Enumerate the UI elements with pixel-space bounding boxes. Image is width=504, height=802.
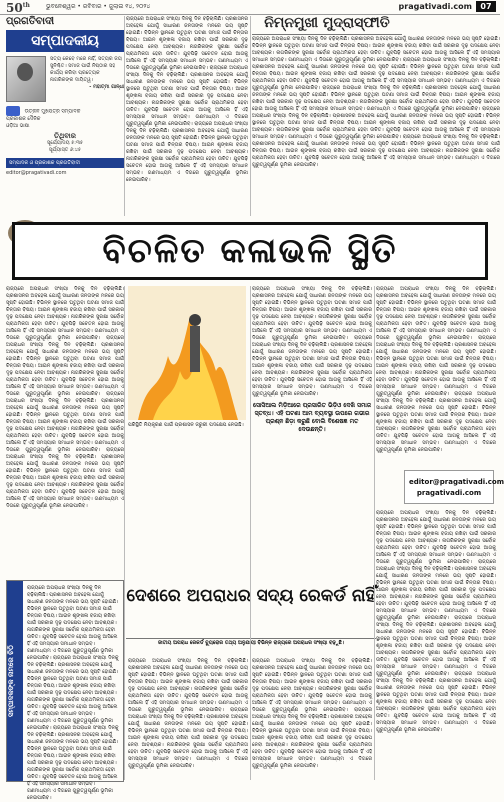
letters-box (6, 580, 124, 801)
letters-text: ରାଜ୍ୟରେ ଅପରାଧର ସଂଖ୍ୟା ଦିନକୁ ଦିନ ବଢ଼ିଚାଲିଛି। ପ୍ରଶାସନର ଅବହେଳା ଯୋଗୁଁ ସାଧାରଣ ଜନତାଙ୍କ ମନରେ ଭୟ ସୃଷ୍ଟି ହୋଇଛି। ବିଭିନ୍ନ ସ୍ଥାନରେ ଘଟୁଥିବା ଘଟଣା ସମାଜ ପାଇଁ ଚିନ୍ତାର ବିଷୟ। ଆଇନ ଶୃଙ୍ଖଳା ବଜାୟ ରଖିବା ପାଇଁ ସରକାର ଦୃଢ଼ ପଦକ୍ଷେପ ନେବା ଆବଶ୍ୟକ। ନାଗରିକଙ୍କ ସୁରକ୍ଷା ସର୍ବୋଚ୍ଚ ପ୍ରାଥମିକତା ହେବା ଉଚିତ। ଯୁବପିଢ଼ି ସଚେତନ ହୋଇ ଆଗକୁ ଆସିଲେ ହିଁ ଏହି ସମସ୍ୟାର ସମାଧାନ ସମ୍ଭବ। ଗଣମାଧ୍ୟମ ଏ ଦିଗରେ ଗୁରୁତ୍ୱପୂର୍ଣ୍ଣ ଭୂମିକା ନେଇପାରିବ। ରାଜ୍ୟରେ ଅପରାଧର ସଂଖ୍ୟା ଦିନକୁ ଦିନ ବଢ଼ିଚାଲିଛି। ପ୍ରଶାସନର ଅବହେଳା ଯୋଗୁଁ ସାଧାରଣ ଜନତାଙ୍କ ମନରେ ଭୟ ସୃଷ୍ଟି ହୋଇଛି। ବିଭିନ୍ନ ସ୍ଥାନରେ ଘଟୁଥିବା ଘଟଣା ସମାଜ ପାଇଁ ଚିନ୍ତାର ବିଷୟ। ଆଇନ ଶୃଙ୍ଖଳା ବଜାୟ ରଖିବା ପାଇଁ ସରକାର ଦୃଢ଼ ପଦକ୍ଷେପ ନେବା ଆବଶ୍ୟକ। ନାଗରିକଙ୍କ ସୁରକ୍ଷା ସର୍ବୋଚ୍ଚ ପ୍ରାଥମିକତା ହେବା ଉଚିତ। ଯୁବପିଢ଼ି ସଚେତନ ହୋଇ ଆଗକୁ ଆସିଲେ ହିଁ ଏହି ସମସ୍ୟାର ସମାଧାନ ସମ୍ଭବ। ଗଣମାଧ୍ୟମ ଏ ଦିଗରେ ଗୁରୁତ୍ୱପୂର୍ଣ୍ଣ ଭୂମିକା ନେଇପାରିବ। ରାଜ୍ୟରେ ଅପରାଧର ସଂଖ୍ୟା ଦିନକୁ ଦିନ ବଢ଼ିଚାଲିଛି। ପ୍ରଶାସନର ଅବହେଳା ଯୋଗୁଁ ସାଧାରଣ ଜନତାଙ୍କ ମନରେ ଭୟ ସୃଷ୍ଟି ହୋଇଛି। ବିଭିନ୍ନ ସ୍ଥାନରେ ଘଟୁଥିବା ଘଟଣା ସମାଜ ପାଇଁ ଚିନ୍ତାର ବିଷୟ। ଆଇନ ଶୃଙ୍ଖଳା ବଜାୟ ରଖିବା ପାଇଁ ସରକାର ଦୃଢ଼ ପଦକ୍ଷେପ ନେବା ଆବଶ୍ୟକ। ନାଗରିକଙ୍କ ସୁରକ୍ଷା ସର୍ବୋଚ୍ଚ ପ୍ରାଥମିକତା ହେବା ଉଚିତ। ଯୁବପିଢ଼ି ସଚେତନ ହୋଇ ଆଗକୁ ଆସିଲେ ହିଁ ଏହି ସମସ୍ୟାର ସମାଧାନ ସମ୍ଭବ। ଗଣମାଧ୍ୟମ ଏ ଦିଗରେ ଗୁରୁତ୍ୱପୂର୍ଣ୍ଣ ଭୂମିକା ନେଇପାରିବ। (27, 585, 119, 801)
photo-caption: ପରିସ୍ଥିତି ନିୟନ୍ତ୍ରଣ ପାଇଁ ପ୍ରଶାସନ ଜରୁରୀ ପଦକ୍ଷେପ ନେଇଛି। (128, 422, 244, 428)
column-rule (250, 16, 251, 216)
masthead-email[interactable]: editor@pragativadi.com (6, 170, 67, 176)
column-a: ରାଜ୍ୟରେ ଅପରାଧର ସଂଖ୍ୟା ଦିନକୁ ଦିନ ବଢ଼ିଚାଲିଛି। ପ୍ରଶାସନର ଅବହେଳା ଯୋଗୁଁ ସାଧାରଣ ଜନତାଙ୍କ ମନରେ ଭୟ ସୃଷ୍ଟି ହୋଇଛି। ବିଭିନ୍ନ ସ୍ଥାନରେ ଘଟୁଥିବା ଘଟଣା ସମାଜ ପାଇଁ ଚିନ୍ତାର ବିଷୟ। ଆଇନ ଶୃଙ୍ଖଳା ବଜାୟ ରଖିବା ପାଇଁ ସରକାର ଦୃଢ଼ ପଦକ୍ଷେପ ନେବା ଆବଶ୍ୟକ। ନାଗରିକଙ୍କ ସୁରକ୍ଷା ସର୍ବୋଚ୍ଚ ପ୍ରାଥମିକତା ହେବା ଉଚିତ। ଯୁବପିଢ଼ି ସଚେତନ ହୋଇ ଆଗକୁ ଆସିଲେ ହିଁ ଏହି ସମସ୍ୟାର ସମାଧାନ ସମ୍ଭବ। ଗଣମାଧ୍ୟମ ଏ ଦିଗରେ ଗୁରୁତ୍ୱପୂର୍ଣ୍ଣ ଭୂମିକା ନେଇପାରିବ। ରାଜ୍ୟରେ ଅପରାଧର ସଂଖ୍ୟା ଦିନକୁ ଦିନ ବଢ଼ିଚାଲିଛି। ପ୍ରଶାସନର ଅବହେଳା ଯୋଗୁଁ ସାଧାରଣ ଜନତାଙ୍କ ମନରେ ଭୟ ସୃଷ୍ଟି ହୋଇଛି। ବିଭିନ୍ନ ସ୍ଥାନରେ ଘଟୁଥିବା ଘଟଣା ସମାଜ ପାଇଁ ଚିନ୍ତାର ବିଷୟ। ଆଇନ ଶୃଙ୍ଖଳା ବଜାୟ ରଖିବା ପାଇଁ ସରକାର ଦୃଢ଼ ପଦକ୍ଷେପ ନେବା ଆବଶ୍ୟକ। ନାଗରିକଙ୍କ ସୁରକ୍ଷା ସର୍ବୋଚ୍ଚ ପ୍ରାଥମିକତା ହେବା ଉଚିତ। ଯୁବପିଢ଼ି ସଚେତନ ହୋଇ ଆଗକୁ ଆସିଲେ ହିଁ ଏହି ସମସ୍ୟାର ସମାଧାନ ସମ୍ଭବ। ଗଣମାଧ୍ୟମ ଏ ଦିଗରେ ଗୁରୁତ୍ୱପୂର୍ଣ୍ଣ ଭୂମିକା ନେଇପାରିବ। ରାଜ୍ୟରେ ଅପରାଧର ସଂଖ୍ୟା ଦିନକୁ ଦିନ ବଢ଼ିଚାଲିଛି। ପ୍ରଶାସନର ଅବହେଳା ଯୋଗୁଁ ସାଧାରଣ ଜନତାଙ୍କ ମନରେ ଭୟ ସୃଷ୍ଟି ହୋଇଛି। ବିଭିନ୍ନ ସ୍ଥାନରେ ଘଟୁଥିବା ଘଟଣା ସମାଜ ପାଇଁ ଚିନ୍ତାର ବିଷୟ। ଆଇନ ଶୃଙ୍ଖଳା ବଜାୟ ରଖିବା ପାଇଁ ସରକାର ଦୃଢ଼ ପଦକ୍ଷେପ ନେବା ଆବଶ୍ୟକ। ନାଗରିକଙ୍କ ସୁରକ୍ଷା ସର୍ବୋଚ୍ଚ ପ୍ରାଥମିକତା ହେବା ଉଚିତ। ଯୁବପିଢ଼ି ସଚେତନ ହୋଇ ଆଗକୁ ଆସିଲେ ହିଁ ଏହି ସମସ୍ୟାର ସମାଧାନ ସମ୍ଭବ। ଗଣମାଧ୍ୟମ ଏ ଦିଗରେ ଗୁରୁତ୍ୱପୂର୍ଣ୍ଣ ଭୂମିକା ନେଇପାରିବ। (126, 16, 248, 183)
editorial-banner: ସମ୍ପାଦକୀୟ (6, 30, 124, 52)
column-b: ରାଜ୍ୟରେ ଅପରାଧର ସଂଖ୍ୟା ଦିନକୁ ଦିନ ବଢ଼ିଚାଲିଛି। ପ୍ରଶାସନର ଅବହେଳା ଯୋଗୁଁ ସାଧାରଣ ଜନତାଙ୍କ ମନରେ ଭୟ ସୃଷ୍ଟି ହୋଇଛି। ବିଭିନ୍ନ ସ୍ଥାନରେ ଘଟୁଥିବା ଘଟଣା ସମାଜ ପାଇଁ ଚିନ୍ତାର ବିଷୟ। ଆଇନ ଶୃଙ୍ଖଳା ବଜାୟ ରଖିବା ପାଇଁ ସରକାର ଦୃଢ଼ ପଦକ୍ଷେପ ନେବା ଆବଶ୍ୟକ। ନାଗରିକଙ୍କ ସୁରକ୍ଷା ସର୍ବୋଚ୍ଚ ପ୍ରାଥମିକତା ହେବା ଉଚିତ। ଯୁବପିଢ଼ି ସଚେତନ ହୋଇ ଆଗକୁ ଆସିଲେ ହିଁ ଏହି ସମସ୍ୟାର ସମାଧାନ ସମ୍ଭବ। ଗଣମାଧ୍ୟମ ଏ ଦିଗରେ ଗୁରୁତ୍ୱପୂର୍ଣ୍ଣ ଭୂମିକା ନେଇପାରିବ। ରାଜ୍ୟରେ ଅପରାଧର ସଂଖ୍ୟା ଦିନକୁ ଦିନ ବଢ଼ିଚାଲିଛି। ପ୍ରଶାସନର ଅବହେଳା ଯୋଗୁଁ ସାଧାରଣ ଜନତାଙ୍କ ମନରେ ଭୟ ସୃଷ୍ଟି ହୋଇଛି। ବିଭିନ୍ନ ସ୍ଥାନରେ ଘଟୁଥିବା ଘଟଣା ସମାଜ ପାଇଁ ଚିନ୍ତାର ବିଷୟ। ଆଇନ ଶୃଙ୍ଖଳା ବଜାୟ ରଖିବା ପାଇଁ ସରକାର ଦୃଢ଼ ପଦକ୍ଷେପ ନେବା ଆବଶ୍ୟକ। ନାଗରିକଙ୍କ ସୁରକ୍ଷା ସର୍ବୋଚ୍ଚ ପ୍ରାଥମିକତା ହେବା ଉଚିତ। ଯୁବପିଢ଼ି ସଚେତନ ହୋଇ ଆଗକୁ ଆସିଲେ ହିଁ ଏହି ସମସ୍ୟାର ସମାଧାନ ସମ୍ଭବ। ଗଣମାଧ୍ୟମ ଏ ଦିଗରେ ଗୁରୁତ୍ୱପୂର୍ଣ୍ଣ ଭୂମିକା ନେଇପାରିବ। ରାଜ୍ୟରେ ଅପରାଧର ସଂଖ୍ୟା ଦିନକୁ ଦିନ ବଢ଼ିଚାଲିଛି। ପ୍ରଶାସନର ଅବହେଳା ଯୋଗୁଁ ସାଧାରଣ ଜନତାଙ୍କ ମନରେ ଭୟ ସୃଷ୍ଟି ହୋଇଛି। ବିଭିନ୍ନ ସ୍ଥାନରେ ଘଟୁଥିବା ଘଟଣା ସମାଜ ପାଇଁ ଚିନ୍ତାର ବିଷୟ। ଆଇନ ଶୃଙ୍ଖଳା ବଜାୟ ରଖିବା ପାଇଁ ସରକାର ଦୃଢ଼ ପଦକ୍ଷେପ ନେବା ଆବଶ୍ୟକ। ନାଗରିକଙ୍କ ସୁରକ୍ଷା ସର୍ବୋଚ୍ଚ ପ୍ରାଥମିକତା ହେବା ଉଚିତ। ଯୁବପିଢ଼ି ସଚେତନ ହୋଇ ଆଗକୁ ଆସିଲେ ହିଁ ଏହି ସମସ୍ୟାର ସମାଧାନ ସମ୍ଭବ। ଗଣମାଧ୍ୟମ ଏ ଦିଗରେ ଗୁରୁତ୍ୱପୂର୍ଣ୍ଣ ଭୂମିକା ନେଇପାରିବ। ରାଜ୍ୟରେ ଅପରାଧର ସଂଖ୍ୟା ଦିନକୁ ଦିନ ବଢ଼ିଚାଲିଛି। ପ୍ରଶାସନର ଅବହେଳା ଯୋଗୁଁ ସାଧାରଣ ଜନତାଙ୍କ ମନରେ ଭୟ ସୃଷ୍ଟି ହୋଇଛି। ବିଭିନ୍ନ ସ୍ଥାନରେ ଘଟୁଥିବା ଘଟଣା ସମାଜ ପାଇଁ ଚିନ୍ତାର ବିଷୟ। ଆଇନ ଶୃଙ୍ଖଳା ବଜାୟ ରଖିବା ପାଇଁ ସରକାର ଦୃଢ଼ ପଦକ୍ଷେପ ନେବା ଆବଶ୍ୟକ। ନାଗରିକଙ୍କ ସୁରକ୍ଷା ସର୍ବୋଚ୍ଚ ପ୍ରାଥମିକତା ହେବା ଉଚିତ। ଯୁବପିଢ଼ି ସଚେତନ ହୋଇ ଆଗକୁ ଆସିଲେ ହିଁ ଏହି ସମସ୍ୟାର ସମାଧାନ ସମ୍ଭବ। ଗଣମାଧ୍ୟମ ଏ ଦିଗରେ ଗୁରୁତ୍ୱପୂର୍ଣ୍ଣ ଭୂମିକା ନେଇପାରିବ। ରାଜ୍ୟରେ ଅପରାଧର ସଂଖ୍ୟା ଦିନକୁ ଦିନ ବଢ଼ିଚାଲିଛି। ପ୍ରଶାସନର ଅବହେଳା ଯୋଗୁଁ ସାଧାରଣ ଜନତାଙ୍କ ମନରେ ଭୟ ସୃଷ୍ଟି ହୋଇଛି। ବିଭିନ୍ନ ସ୍ଥାନରେ ଘଟୁଥିବା ଘଟଣା ସମାଜ ପାଇଁ ଚିନ୍ତାର ବିଷୟ। ଆଇନ ଶୃଙ୍ଖଳା ବଜାୟ ରଖିବା ପାଇଁ ସରକାର ଦୃଢ଼ ପଦକ୍ଷେପ ନେବା ଆବଶ୍ୟକ। ନାଗରିକଙ୍କ ସୁରକ୍ଷା ସର୍ବୋଚ୍ଚ ପ୍ରାଥମିକତା ହେବା ଉଚିତ। ଯୁବପିଢ଼ି ସଚେତନ ହୋଇ ଆଗକୁ ଆସିଲେ ହିଁ ଏହି ସମସ୍ୟାର ସମାଧାନ ସମ୍ଭବ। ଗଣମାଧ୍ୟମ ଏ ଦିଗରେ ଗୁରୁତ୍ୱପୂର୍ଣ୍ଣ ଭୂମିକା ନେଇପାରିବ। (252, 36, 500, 168)
masthead (6, 16, 124, 244)
column-f: ରାଜ୍ୟରେ ଅପରାଧର ସଂଖ୍ୟା ଦିନକୁ ଦିନ ବଢ଼ିଚାଲିଛି। ପ୍ରଶାସନର ଅବହେଳା ଯୋଗୁଁ ସାଧାରଣ ଜନତାଙ୍କ ମନରେ ଭୟ ସୃଷ୍ଟି ହୋଇଛି। ବିଭିନ୍ନ ସ୍ଥାନରେ ଘଟୁଥିବା ଘଟଣା ସମାଜ ପାଇଁ ଚିନ୍ତାର ବିଷୟ। ଆଇନ ଶୃଙ୍ଖଳା ବଜାୟ ରଖିବା ପାଇଁ ସରକାର ଦୃଢ଼ ପଦକ୍ଷେପ ନେବା ଆବଶ୍ୟକ। ନାଗରିକଙ୍କ ସୁରକ୍ଷା ସର୍ବୋଚ୍ଚ ପ୍ରାଥମିକତା ହେବା ଉଚିତ। ଯୁବପିଢ଼ି ସଚେତନ ହୋଇ ଆଗକୁ ଆସିଲେ ହିଁ ଏହି ସମସ୍ୟାର ସମାଧାନ ସମ୍ଭବ। ଗଣମାଧ୍ୟମ ଏ ଦିଗରେ ଗୁରୁତ୍ୱପୂର୍ଣ୍ଣ ଭୂମିକା ନେଇପାରିବ। ରାଜ୍ୟରେ ଅପରାଧର ସଂଖ୍ୟା ଦିନକୁ ଦିନ ବଢ଼ିଚାଲିଛି। ପ୍ରଶାସନର ଅବହେଳା ଯୋଗୁଁ ସାଧାରଣ ଜନତାଙ୍କ ମନରେ ଭୟ ସୃଷ୍ଟି ହୋଇଛି। ବିଭିନ୍ନ ସ୍ଥାନରେ ଘଟୁଥିବା ଘଟଣା ସମାଜ ପାଇଁ ଚିନ୍ତାର ବିଷୟ। ଆଇନ ଶୃଙ୍ଖଳା ବଜାୟ ରଖିବା ପାଇଁ ସରକାର ଦୃଢ଼ ପଦକ୍ଷେପ ନେବା ଆବଶ୍ୟକ। ନାଗରିକଙ୍କ ସୁରକ୍ଷା ସର୍ବୋଚ୍ଚ ପ୍ରାଥମିକତା ହେବା ଉଚିତ। ଯୁବପିଢ଼ି ସଚେତନ ହୋଇ ଆଗକୁ ଆସିଲେ ହିଁ ଏହି ସମସ୍ୟାର ସମାଧାନ ସମ୍ଭବ। ଗଣମାଧ୍ୟମ ଏ ଦିଗରେ ଗୁରୁତ୍ୱପୂର୍ଣ୍ଣ ଭୂମିକା ନେଇପାରିବ। ରାଜ୍ୟରେ ଅପରାଧର ସଂଖ୍ୟା ଦିନକୁ ଦିନ ବଢ଼ିଚାଲିଛି। ପ୍ରଶାସନର ଅବହେଳା ଯୋଗୁଁ ସାଧାରଣ ଜନତାଙ୍କ ମନରେ ଭୟ ସୃଷ୍ଟି ହୋଇଛି। ବିଭିନ୍ନ ସ୍ଥାନରେ ଘଟୁଥିବା ଘଟଣା ସମାଜ ପାଇଁ ଚିନ୍ତାର ବିଷୟ। ଆଇନ ଶୃଙ୍ଖଳା ବଜାୟ ରଖିବା ପାଇଁ ସରକାର ଦୃଢ଼ ପଦକ୍ଷେପ ନେବା ଆବଶ୍ୟକ। ନାଗରିକଙ୍କ ସୁରକ୍ଷା ସର୍ବୋଚ୍ଚ ପ୍ରାଥମିକତା ହେବା ଉଚିତ। ଯୁବପିଢ଼ି ସଚେତନ ହୋଇ ଆଗକୁ ଆସିଲେ ହିଁ ଏହି ସମସ୍ୟାର ସମାଧାନ ସମ୍ଭବ। ଗଣମାଧ୍ୟମ ଏ ଦିଗରେ ଗୁରୁତ୍ୱପୂର୍ଣ୍ଣ ଭୂମିକା ନେଇପାରିବ। (376, 286, 496, 453)
column-c: ରାଜ୍ୟରେ ଅପରାଧର ସଂଖ୍ୟା ଦିନକୁ ଦିନ ବଢ଼ିଚାଲିଛି। ପ୍ରଶାସନର ଅବହେଳା ଯୋଗୁଁ ସାଧାରଣ ଜନତାଙ୍କ ମନରେ ଭୟ ସୃଷ୍ଟି ହୋଇଛି। ବିଭିନ୍ନ ସ୍ଥାନରେ ଘଟୁଥିବା ଘଟଣା ସମାଜ ପାଇଁ ଚିନ୍ତାର ବିଷୟ। ଆଇନ ଶୃଙ୍ଖଳା ବଜାୟ ରଖିବା ପାଇଁ ସରକାର ଦୃଢ଼ ପଦକ୍ଷେପ ନେବା ଆବଶ୍ୟକ। ନାଗରିକଙ୍କ ସୁରକ୍ଷା ସର୍ବୋଚ୍ଚ ପ୍ରାଥମିକତା ହେବା ଉଚିତ। ଯୁବପିଢ଼ି ସଚେତନ ହୋଇ ଆଗକୁ ଆସିଲେ ହିଁ ଏହି ସମସ୍ୟାର ସମାଧାନ ସମ୍ଭବ। ଗଣମାଧ୍ୟମ ଏ ଦିଗରେ ଗୁରୁତ୍ୱପୂର୍ଣ୍ଣ ଭୂମିକା ନେଇପାରିବ। ରାଜ୍ୟରେ ଅପରାଧର ସଂଖ୍ୟା ଦିନକୁ ଦିନ ବଢ଼ିଚାଲିଛି। ପ୍ରଶାସନର ଅବହେଳା ଯୋଗୁଁ ସାଧାରଣ ଜନତାଙ୍କ ମନରେ ଭୟ ସୃଷ୍ଟି ହୋଇଛି। ବିଭିନ୍ନ ସ୍ଥାନରେ ଘଟୁଥିବା ଘଟଣା ସମାଜ ପାଇଁ ଚିନ୍ତାର ବିଷୟ। ଆଇନ ଶୃଙ୍ଖଳା ବଜାୟ ରଖିବା ପାଇଁ ସରକାର ଦୃଢ଼ ପଦକ୍ଷେପ ନେବା ଆବଶ୍ୟକ। ନାଗରିକଙ୍କ ସୁରକ୍ଷା ସର୍ବୋଚ୍ଚ ପ୍ରାଥମିକତା ହେବା ଉଚିତ। ଯୁବପିଢ଼ି ସଚେତନ ହୋଇ ଆଗକୁ ଆସିଲେ ହିଁ ଏହି ସମସ୍ୟାର ସମାଧାନ ସମ୍ଭବ। ଗଣମାଧ୍ୟମ ଏ ଦିଗରେ ଗୁରୁତ୍ୱପୂର୍ଣ୍ଣ ଭୂମିକା ନେଇପାରିବ। ରାଜ୍ୟରେ ଅପରାଧର ସଂଖ୍ୟା ଦିନକୁ ଦିନ ବଢ଼ିଚାଲିଛି। ପ୍ରଶାସନର ଅବହେଳା ଯୋଗୁଁ ସାଧାରଣ ଜନତାଙ୍କ ମନରେ ଭୟ ସୃଷ୍ଟି ହୋଇଛି। ବିଭିନ୍ନ ସ୍ଥାନରେ ଘଟୁଥିବା ଘଟଣା ସମାଜ ପାଇଁ ଚିନ୍ତାର ବିଷୟ। ଆଇନ ଶୃଙ୍ଖଳା ବଜାୟ ରଖିବା ପାଇଁ ସରକାର ଦୃଢ଼ ପଦକ୍ଷେପ ନେବା ଆବଶ୍ୟକ। ନାଗରିକଙ୍କ ସୁରକ୍ଷା ସର୍ବୋଚ୍ଚ ପ୍ରାଥମିକତା ହେବା ଉଚିତ। ଯୁବପିଢ଼ି ସଚେତନ ହୋଇ ଆଗକୁ ଆସିଲେ ହିଁ ଏହି ସମସ୍ୟାର ସମାଧାନ ସମ୍ଭବ। ଗଣମାଧ୍ୟମ ଏ ଦିଗରେ ଗୁରୁତ୍ୱପୂର୍ଣ୍ଣ ଭୂମିକା ନେଇପାରିବ। ରାଜ୍ୟରେ ଅପରାଧର ସଂଖ୍ୟା ଦିନକୁ ଦିନ ବଢ଼ିଚାଲିଛି। ପ୍ରଶାସନର ଅବହେଳା ଯୋଗୁଁ ସାଧାରଣ ଜନତାଙ୍କ ମନରେ ଭୟ ସୃଷ୍ଟି ହୋଇଛି। ବିଭିନ୍ନ ସ୍ଥାନରେ ଘଟୁଥିବା ଘଟଣା ସମାଜ ପାଇଁ ଚିନ୍ତାର ବିଷୟ। ଆଇନ ଶୃଙ୍ଖଳା ବଜାୟ ରଖିବା ପାଇଁ ସରକାର ଦୃଢ଼ ପଦକ୍ଷେପ ନେବା ଆବଶ୍ୟକ। ନାଗରିକଙ୍କ ସୁରକ୍ଷା ସର୍ବୋଚ୍ଚ ପ୍ରାଥମିକତା ହେବା ଉଚିତ। ଯୁବପିଢ଼ି ସଚେତନ ହୋଇ ଆଗକୁ ଆସିଲେ ହିଁ ଏହି ସମସ୍ୟାର ସମାଧାନ ସମ୍ଭବ। ଗଣମାଧ୍ୟମ ଏ ଦିଗରେ ଗୁରୁତ୍ୱପୂର୍ଣ୍ଣ ଭୂମିକା ନେଇପାରିବ। (6, 286, 124, 509)
column-g: ରାଜ୍ୟରେ ଅପରାଧର ସଂଖ୍ୟା ଦିନକୁ ଦିନ ବଢ଼ିଚାଲିଛି। ପ୍ରଶାସନର ଅବହେଳା ଯୋଗୁଁ ସାଧାରଣ ଜନତାଙ୍କ ମନରେ ଭୟ ସୃଷ୍ଟି ହୋଇଛି। ବିଭିନ୍ନ ସ୍ଥାନରେ ଘଟୁଥିବା ଘଟଣା ସମାଜ ପାଇଁ ଚିନ୍ତାର ବିଷୟ। ଆଇନ ଶୃଙ୍ଖଳା ବଜାୟ ରଖିବା ପାଇଁ ସରକାର ଦୃଢ଼ ପଦକ୍ଷେପ ନେବା ଆବଶ୍ୟକ। ନାଗରିକଙ୍କ ସୁରକ୍ଷା ସର୍ବୋଚ୍ଚ ପ୍ରାଥମିକତା ହେବା ଉଚିତ। ଯୁବପିଢ଼ି ସଚେତନ ହୋଇ ଆଗକୁ ଆସିଲେ ହିଁ ଏହି ସମସ୍ୟାର ସମାଧାନ ସମ୍ଭବ। ଗଣମାଧ୍ୟମ ଏ ଦିଗରେ ଗୁରୁତ୍ୱପୂର୍ଣ୍ଣ ଭୂମିକା ନେଇପାରିବ। ରାଜ୍ୟରେ ଅପରାଧର ସଂଖ୍ୟା ଦିନକୁ ଦିନ ବଢ଼ିଚାଲିଛି। ପ୍ରଶାସନର ଅବହେଳା ଯୋଗୁଁ ସାଧାରଣ ଜନତାଙ୍କ ମନରେ ଭୟ ସୃଷ୍ଟି ହୋଇଛି। ବିଭିନ୍ନ ସ୍ଥାନରେ ଘଟୁଥିବା ଘଟଣା ସମାଜ ପାଇଁ ଚିନ୍ତାର ବିଷୟ। ଆଇନ ଶୃଙ୍ଖଳା ବଜାୟ ରଖିବା ପାଇଁ ସରକାର ଦୃଢ଼ ପଦକ୍ଷେପ ନେବା ଆବଶ୍ୟକ। ନାଗରିକଙ୍କ ସୁରକ୍ଷା ସର୍ବୋଚ୍ଚ ପ୍ରାଥମିକତା ହେବା ଉଚିତ। ଯୁବପିଢ଼ି ସଚେତନ ହୋଇ ଆଗକୁ ଆସିଲେ ହିଁ ଏହି ସମସ୍ୟାର ସମାଧାନ ସମ୍ଭବ। ଗଣମାଧ୍ୟମ ଏ ଦିଗରେ ଗୁରୁତ୍ୱପୂର୍ଣ୍ଣ ଭୂମିକା ନେଇପାରିବ। ରାଜ୍ୟରେ ଅପରାଧର ସଂଖ୍ୟା ଦିନକୁ ଦିନ ବଢ଼ିଚାଲିଛି। ପ୍ରଶାସନର ଅବହେଳା ଯୋଗୁଁ ସାଧାରଣ ଜନତାଙ୍କ ମନରେ ଭୟ ସୃଷ୍ଟି ହୋଇଛି। ବିଭିନ୍ନ ସ୍ଥାନରେ ଘଟୁଥିବା ଘଟଣା ସମାଜ ପାଇଁ ଚିନ୍ତାର ବିଷୟ। ଆଇନ ଶୃଙ୍ଖଳା ବଜାୟ ରଖିବା ପାଇଁ ସରକାର ଦୃଢ଼ ପଦକ୍ଷେପ ନେବା ଆବଶ୍ୟକ। ନାଗରିକଙ୍କ ସୁରକ୍ଷା ସର୍ବୋଚ୍ଚ ପ୍ରାଥମିକତା ହେବା ଉଚିତ। ଯୁବପିଢ଼ି ସଚେତନ ହୋଇ ଆଗକୁ ଆସିଲେ ହିଁ ଏହି ସମସ୍ୟାର ସମାଧାନ ସମ୍ଭବ। ଗଣମାଧ୍ୟମ ଏ ଦିଗରେ ଗୁରୁତ୍ୱପୂର୍ଣ୍ଣ ଭୂମିକା ନେଇପାରିବ। ରାଜ୍ୟରେ ଅପରାଧର ସଂଖ୍ୟା ଦିନକୁ ଦିନ ବଢ଼ିଚାଲିଛି। ପ୍ରଶାସନର ଅବହେଳା ଯୋଗୁଁ ସାଧାରଣ ଜନତାଙ୍କ ମନରେ ଭୟ ସୃଷ୍ଟି ହୋଇଛି। ବିଭିନ୍ନ ସ୍ଥାନରେ ଘଟୁଥିବା ଘଟଣା ସମାଜ ପାଇଁ ଚିନ୍ତାର ବିଷୟ। ଆଇନ ଶୃଙ୍ଖଳା ବଜାୟ ରଖିବା ପାଇଁ ସରକାର ଦୃଢ଼ ପଦକ୍ଷେପ ନେବା ଆବଶ୍ୟକ। ନାଗରିକଙ୍କ ସୁରକ୍ଷା ସର୍ବୋଚ୍ଚ ପ୍ରାଥମିକତା ହେବା ଉଚିତ। ଯୁବପିଢ଼ି ସଚେତନ ହୋଇ ଆଗକୁ ଆସିଲେ ହିଁ ଏହି ସମସ୍ୟାର ସମାଧାନ ସମ୍ଭବ। ଗଣମାଧ୍ୟମ ଏ ଦିଗରେ ଗୁରୁତ୍ୱପୂର୍ଣ୍ଣ ଭୂମିକା ନେଇପାରିବ। (376, 510, 496, 733)
book-icon (6, 106, 20, 116)
column-h: ରାଜ୍ୟରେ ଅପରାଧର ସଂଖ୍ୟା ଦିନକୁ ଦିନ ବଢ଼ିଚାଲିଛି। ପ୍ରଶାସନର ଅବହେଳା ଯୋଗୁଁ ସାଧାରଣ ଜନତାଙ୍କ ମନରେ ଭୟ ସୃଷ୍ଟି ହୋଇଛି। ବିଭିନ୍ନ ସ୍ଥାନରେ ଘଟୁଥିବା ଘଟଣା ସମାଜ ପାଇଁ ଚିନ୍ତାର ବିଷୟ। ଆଇନ ଶୃଙ୍ଖଳା ବଜାୟ ରଖିବା ପାଇଁ ସରକାର ଦୃଢ଼ ପଦକ୍ଷେପ ନେବା ଆବଶ୍ୟକ। ନାଗରିକଙ୍କ ସୁରକ୍ଷା ସର୍ବୋଚ୍ଚ ପ୍ରାଥମିକତା ହେବା ଉଚିତ। ଯୁବପିଢ଼ି ସଚେତନ ହୋଇ ଆଗକୁ ଆସିଲେ ହିଁ ଏହି ସମସ୍ୟାର ସମାଧାନ ସମ୍ଭବ। ଗଣମାଧ୍ୟମ ଏ ଦିଗରେ ଗୁରୁତ୍ୱପୂର୍ଣ୍ଣ ଭୂମିକା ନେଇପାରିବ। ରାଜ୍ୟରେ ଅପରାଧର ସଂଖ୍ୟା ଦିନକୁ ଦିନ ବଢ଼ିଚାଲିଛି। ପ୍ରଶାସନର ଅବହେଳା ଯୋଗୁଁ ସାଧାରଣ ଜନତାଙ୍କ ମନରେ ଭୟ ସୃଷ୍ଟି ହୋଇଛି। ବିଭିନ୍ନ ସ୍ଥାନରେ ଘଟୁଥିବା ଘଟଣା ସମାଜ ପାଇଁ ଚିନ୍ତାର ବିଷୟ। ଆଇନ ଶୃଙ୍ଖଳା ବଜାୟ ରଖିବା ପାଇଁ ସରକାର ଦୃଢ଼ ପଦକ୍ଷେପ ନେବା ଆବଶ୍ୟକ। ନାଗରିକଙ୍କ ସୁରକ୍ଷା ସର୍ବୋଚ୍ଚ ପ୍ରାଥମିକତା ହେବା ଉଚିତ। ଯୁବପିଢ଼ି ସଚେତନ ହୋଇ ଆଗକୁ ଆସିଲେ ହିଁ ଏହି ସମସ୍ୟାର ସମାଧାନ ସମ୍ଭବ। ଗଣମାଧ୍ୟମ ଏ ଦିଗରେ ଗୁରୁତ୍ୱପୂର୍ଣ୍ଣ ଭୂମିକା ନେଇପାରିବ। (128, 658, 248, 769)
column-e: ରାଜ୍ୟରେ ଅପରାଧର ସଂଖ୍ୟା ଦିନକୁ ଦିନ ବଢ଼ିଚାଲିଛି। ପ୍ରଶାସନର ଅବହେଳା ଯୋଗୁଁ ସାଧାରଣ ଜନତାଙ୍କ ମନରେ ଭୟ ସୃଷ୍ଟି ହୋଇଛି। ବିଭିନ୍ନ ସ୍ଥାନରେ ଘଟୁଥିବା ଘଟଣା ସମାଜ ପାଇଁ ଚିନ୍ତାର ବିଷୟ। ଆଇନ ଶୃଙ୍ଖଳା ବଜାୟ ରଖିବା ପାଇଁ ସରକାର ଦୃଢ଼ ପଦକ୍ଷେପ ନେବା ଆବଶ୍ୟକ। ନାଗରିକଙ୍କ ସୁରକ୍ଷା ସର୍ବୋଚ୍ଚ ପ୍ରାଥମିକତା ହେବା ଉଚିତ। ଯୁବପିଢ଼ି ସଚେତନ ହୋଇ ଆଗକୁ ଆସିଲେ ହିଁ ଏହି ସମସ୍ୟାର ସମାଧାନ ସମ୍ଭବ। ଗଣମାଧ୍ୟମ ଏ ଦିଗରେ ଗୁରୁତ୍ୱପୂର୍ଣ୍ଣ ଭୂମିକା ନେଇପାରିବ। ରାଜ୍ୟରେ ଅପରାଧର ସଂଖ୍ୟା ଦିନକୁ ଦିନ ବଢ଼ିଚାଲିଛି। ପ୍ରଶାସନର ଅବହେଳା ଯୋଗୁଁ ସାଧାରଣ ଜନତାଙ୍କ ମନରେ ଭୟ ସୃଷ୍ଟି ହୋଇଛି। ବିଭିନ୍ନ ସ୍ଥାନରେ ଘଟୁଥିବା ଘଟଣା ସମାଜ ପାଇଁ ଚିନ୍ତାର ବିଷୟ। ଆଇନ ଶୃଙ୍ଖଳା ବଜାୟ ରଖିବା ପାଇଁ ସରକାର ଦୃଢ଼ ପଦକ୍ଷେପ ନେବା ଆବଶ୍ୟକ। ନାଗରିକଙ୍କ ସୁରକ୍ଷା ସର୍ବୋଚ୍ଚ ପ୍ରାଥମିକତା ହେବା ଉଚିତ। ଯୁବପିଢ଼ି ସଚେତନ ହୋଇ ଆଗକୁ ଆସିଲେ ହିଁ ଏହି ସମସ୍ୟାର ସମାଧାନ ସମ୍ଭବ। ଗଣମାଧ୍ୟମ ଏ ଦିଗରେ ଗୁରୁତ୍ୱପୂର୍ଣ୍ଣ ଭୂମିକା ନେଇପାରିବ। (252, 286, 372, 397)
column-rule (124, 16, 125, 216)
crime-box-title: ଦେଶରେ ଅପରାଧର ସଦ୍ୟ ରେକର୍ଡ ନାହିଁ (126, 586, 376, 606)
address-banner: ସମ୍ପାଦକ ଓ ପ୍ରକାଶକ ପ୍ରଗତିବାଦୀ (6, 158, 124, 168)
fire-illustration (128, 286, 246, 420)
quote-row (6, 56, 124, 102)
email-box[interactable]: editor@pragativadi.com pragativadi.com (404, 470, 494, 504)
main-headline: ବିଚଳିତ କଳାଭଳି ସ୍ଥିତି (12, 222, 488, 280)
letters-label: ସମ୍ପାଦକଙ୍କ ନାମରେ ଚିଠି (7, 581, 23, 781)
site-name[interactable]: pragativadi.com (398, 2, 472, 11)
tithi-box: ତିଥିବାର ସୂର୍ଯ୍ୟୋଦୟ ୫:୩୫ ସୂର୍ଯ୍ୟାସ୍ତ ୬:୪୫ (46, 132, 84, 153)
crime-box-lede: ଜାତୀୟ ଅପରାଧ ରେକର୍ଡ ବ୍ୟୁରୋର ତଥ୍ୟ ଅନୁଯାୟୀ ବିଭିନ୍ନ ରାଜ୍ୟରେ ଅପରାଧର ସଂଖ୍ୟା ବଢ଼ୁଛି। (157, 640, 345, 646)
pull-quote: ସୋସିଆଲ ମିଡ଼ିଆରେ ପ୍ରସାରିତ ଭିଡ଼ିଓ ଦେଖି ସମାଜ ସ୍ତବ୍ଧ। ଏହି ଘଟଣା ଆମ ବ୍ୟବସ୍ଥା ଉପରେ ଗଭୀର ପ୍ରଶ୍ନ ଛିଡ଼ା କରୁଛି ବୋଲି ବିଶେଷଜ୍ଞ ମତ ଦେଉଛନ୍ତି। (253, 402, 371, 433)
quote-text: ସତ୍ୟ କେବେ ମରେ ନାହିଁ, ସତ୍ୟର ଜୟ ସୁନିଶ୍ଚିତ। ସମାଜ ପାଇଁ ନିଷ୍ଠାର ସହ କାର୍ଯ୍ୟ କରିବା ପ୍ରତ୍ୟେକ ନାଗରିକଙ୍କ ଦାୟିତ୍ୱ। - ମହାତ୍ମା ଗାନ୍ଧୀ (50, 56, 124, 90)
paper-name: ପ୍ରଗତିବାଦୀ (6, 16, 55, 27)
crime-box-head (126, 582, 376, 639)
quote-author: - ମହାତ୍ମା ଗାନ୍ଧୀ (89, 84, 124, 90)
top-bar (0, 0, 500, 15)
gandhi-portrait (6, 56, 46, 102)
subhead-title: ନିମ୍ନମୁଖୀ ମୁଦ୍ରାସ୍ଫୀତି (264, 15, 390, 31)
anniversary-logo: 50th (6, 1, 30, 15)
fire-photo (128, 286, 246, 420)
column-i: ରାଜ୍ୟରେ ଅପରାଧର ସଂଖ୍ୟା ଦିନକୁ ଦିନ ବଢ଼ିଚାଲିଛି। ପ୍ରଶାସନର ଅବହେଳା ଯୋଗୁଁ ସାଧାରଣ ଜନତାଙ୍କ ମନରେ ଭୟ ସୃଷ୍ଟି ହୋଇଛି। ବିଭିନ୍ନ ସ୍ଥାନରେ ଘଟୁଥିବା ଘଟଣା ସମାଜ ପାଇଁ ଚିନ୍ତାର ବିଷୟ। ଆଇନ ଶୃଙ୍ଖଳା ବଜାୟ ରଖିବା ପାଇଁ ସରକାର ଦୃଢ଼ ପଦକ୍ଷେପ ନେବା ଆବଶ୍ୟକ। ନାଗରିକଙ୍କ ସୁରକ୍ଷା ସର୍ବୋଚ୍ଚ ପ୍ରାଥମିକତା ହେବା ଉଚିତ। ଯୁବପିଢ଼ି ସଚେତନ ହୋଇ ଆଗକୁ ଆସିଲେ ହିଁ ଏହି ସମସ୍ୟାର ସମାଧାନ ସମ୍ଭବ। ଗଣମାଧ୍ୟମ ଏ ଦିଗରେ ଗୁରୁତ୍ୱପୂର୍ଣ୍ଣ ଭୂମିକା ନେଇପାରିବ। ରାଜ୍ୟରେ ଅପରାଧର ସଂଖ୍ୟା ଦିନକୁ ଦିନ ବଢ଼ିଚାଲିଛି। ପ୍ରଶାସନର ଅବହେଳା ଯୋଗୁଁ ସାଧାରଣ ଜନତାଙ୍କ ମନରେ ଭୟ ସୃଷ୍ଟି ହୋଇଛି। ବିଭିନ୍ନ ସ୍ଥାନରେ ଘଟୁଥିବା ଘଟଣା ସମାଜ ପାଇଁ ଚିନ୍ତାର ବିଷୟ। ଆଇନ ଶୃଙ୍ଖଳା ବଜାୟ ରଖିବା ପାଇଁ ସରକାର ଦୃଢ଼ ପଦକ୍ଷେପ ନେବା ଆବଶ୍ୟକ। ନାଗରିକଙ୍କ ସୁରକ୍ଷା ସର୍ବୋଚ୍ଚ ପ୍ରାଥମିକତା ହେବା ଉଚିତ। ଯୁବପିଢ଼ି ସଚେତନ ହୋଇ ଆଗକୁ ଆସିଲେ ହିଁ ଏହି ସମସ୍ୟାର ସମାଧାନ ସମ୍ଭବ। ଗଣମାଧ୍ୟମ ଏ ଦିଗରେ ଗୁରୁତ୍ୱପୂର୍ଣ୍ଣ ଭୂମିକା ନେଇପାରିବ। (252, 658, 372, 769)
column-rule (124, 286, 125, 780)
subhead-rule (252, 34, 402, 35)
date-line: ଭୁବନେଶ୍ୱର • ରବିବାର • ଜୁଲାଇ ୧୪, ୨୦୨୪ (46, 3, 151, 10)
page-number: 07 (476, 1, 496, 12)
column-rule (374, 286, 375, 780)
info-box: ଉତ୍କଳ ମୁଖପତ୍ର ସମ୍ପାଦକ ପ୍ରକାଶକ ଦୈନିକ ଓଡ଼ିଆ ଭାଷା (6, 106, 124, 130)
column-rule (250, 286, 251, 780)
